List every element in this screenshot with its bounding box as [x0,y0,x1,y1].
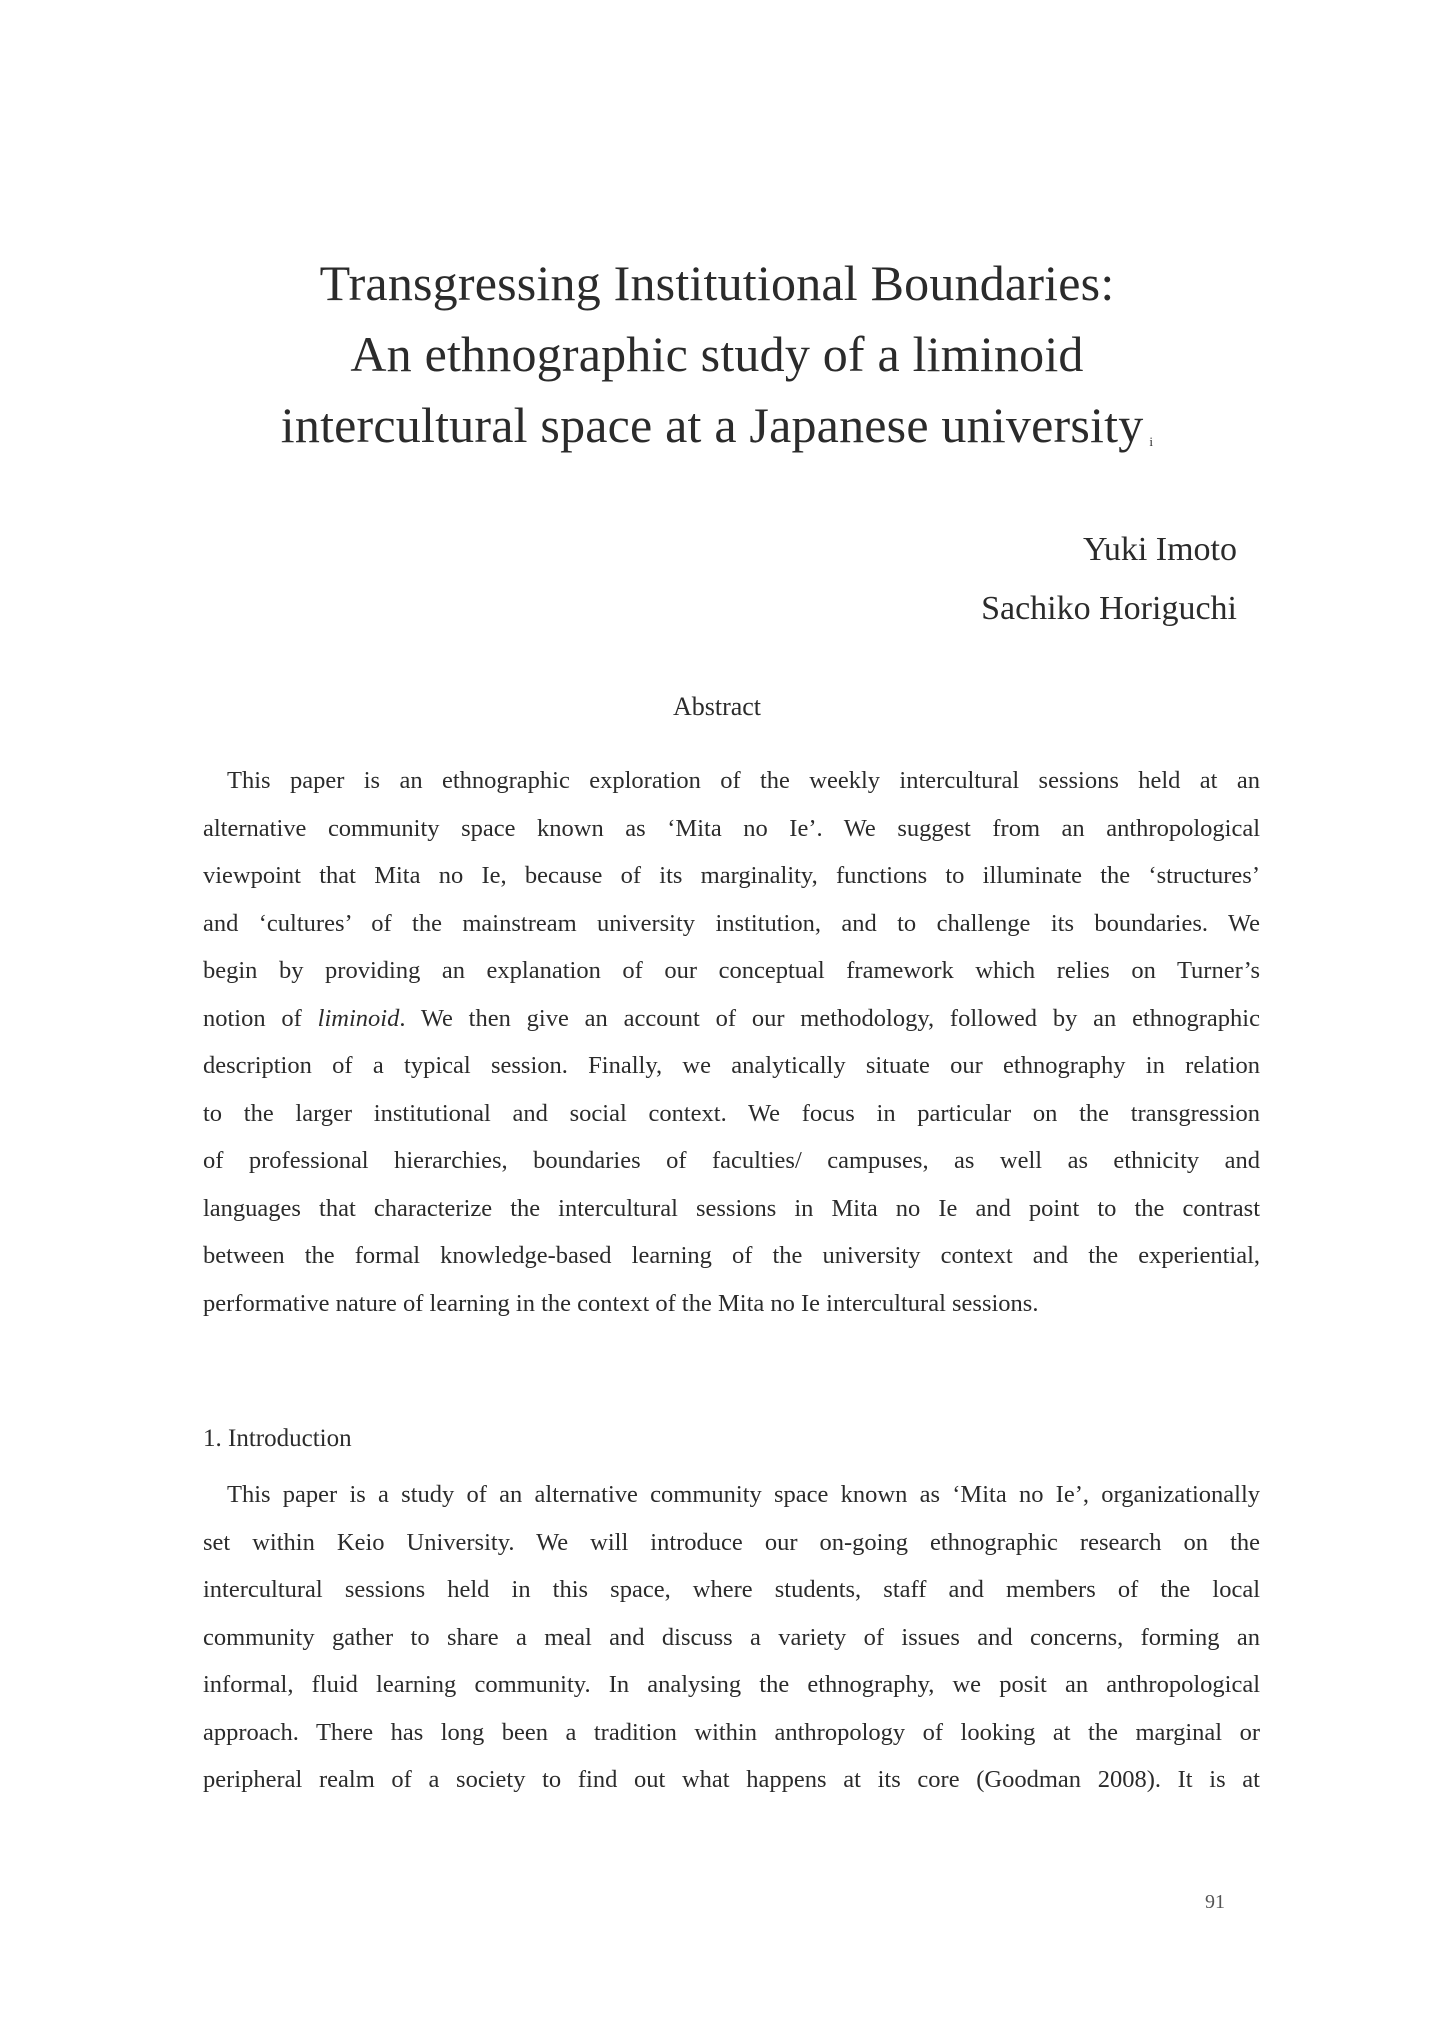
intro-line: informal, fluid learning community. In analysing the ethnography, we posit an anthropological [203,1671,1260,1698]
introduction-body [203,1471,1260,1804]
intro-line: peripheral realm of a society to find out what happens at its core (Goodman 2008). It is at [203,1766,1260,1793]
paper-title [200,248,1234,461]
abstract-line: between the formal knowledge-based learning of the university context and the experiential, [203,1242,1260,1269]
intro-line: approach. There has long been a tradition within anthropology of looking at the marginal or [203,1718,1260,1746]
intro-line: set within Keio University. We will introduce our on-going ethnographic research on the [203,1528,1260,1556]
title-line-3-text: intercultural space at a Japanese university [280,397,1144,453]
abstract-line [203,995,1260,1043]
italic-term-liminoid: liminoid [317,1004,400,1032]
section-heading-introduction: 1. Introduction [203,1425,352,1452]
abstract-body [203,757,1260,1327]
abstract-line: This paper is an ethnographic exploration of the weekly intercultural sessions held at an [227,767,1260,794]
intro-line: community gather to share a meal and discuss a variety of issues and concerns, forming an [203,1623,1260,1651]
abstract-line: alternative community space known as ‘Mita no Ie’. We suggest from an anthropological [203,814,1260,842]
title-line-2: An ethnographic study of a liminoid [350,326,1084,382]
title-line-3 [200,390,1234,461]
abstract-line: to the larger institutional and social context. We focus in particular on the transgression [203,1099,1260,1127]
title-line-1: Transgressing Institutional Boundaries: [319,255,1115,311]
abstract-line-text: . We then give an account of our methodology, followed by an ethnographic [399,1004,1260,1032]
abstract-line: description of a typical session. Finally, we analytically situate our ethnography in relation [203,1052,1260,1079]
abstract-heading: Abstract [672,692,762,721]
abstract-line-text: notion of [203,1004,318,1032]
abstract-line: and ‘cultures’ of the mainstream university institution, and to challenge its boundaries. We [203,909,1260,937]
abstract-line: languages that characterize the intercultural sessions in Mita no Ie and point to the contrast [203,1194,1260,1222]
title-footnote-marker[interactable]: i [1149,434,1154,449]
abstract-line: performative nature of learning in the context of the Mita no Ie intercultural sessions. [203,1289,1039,1317]
intro-line: intercultural sessions held in this space, where students, staff and members of the local [203,1576,1260,1603]
abstract-line: viewpoint that Mita no Ie, because of its marginality, functions to illuminate the ‘structures’ [203,862,1260,889]
abstract-line: of professional hierarchies, boundaries of faculties/ campuses, as well as ethnicity and [203,1147,1260,1174]
intro-line: This paper is a study of an alternative community space known as ‘Mita no Ie’, organizationally [227,1481,1260,1508]
abstract-line: begin by providing an explanation of our conceptual framework which relies on Turner’s [203,957,1260,984]
author-list [981,520,1237,638]
author-name: Sachiko Horiguchi [981,590,1237,627]
page-number: 91 [1205,1891,1225,1913]
author-name: Yuki Imoto [1083,531,1237,568]
